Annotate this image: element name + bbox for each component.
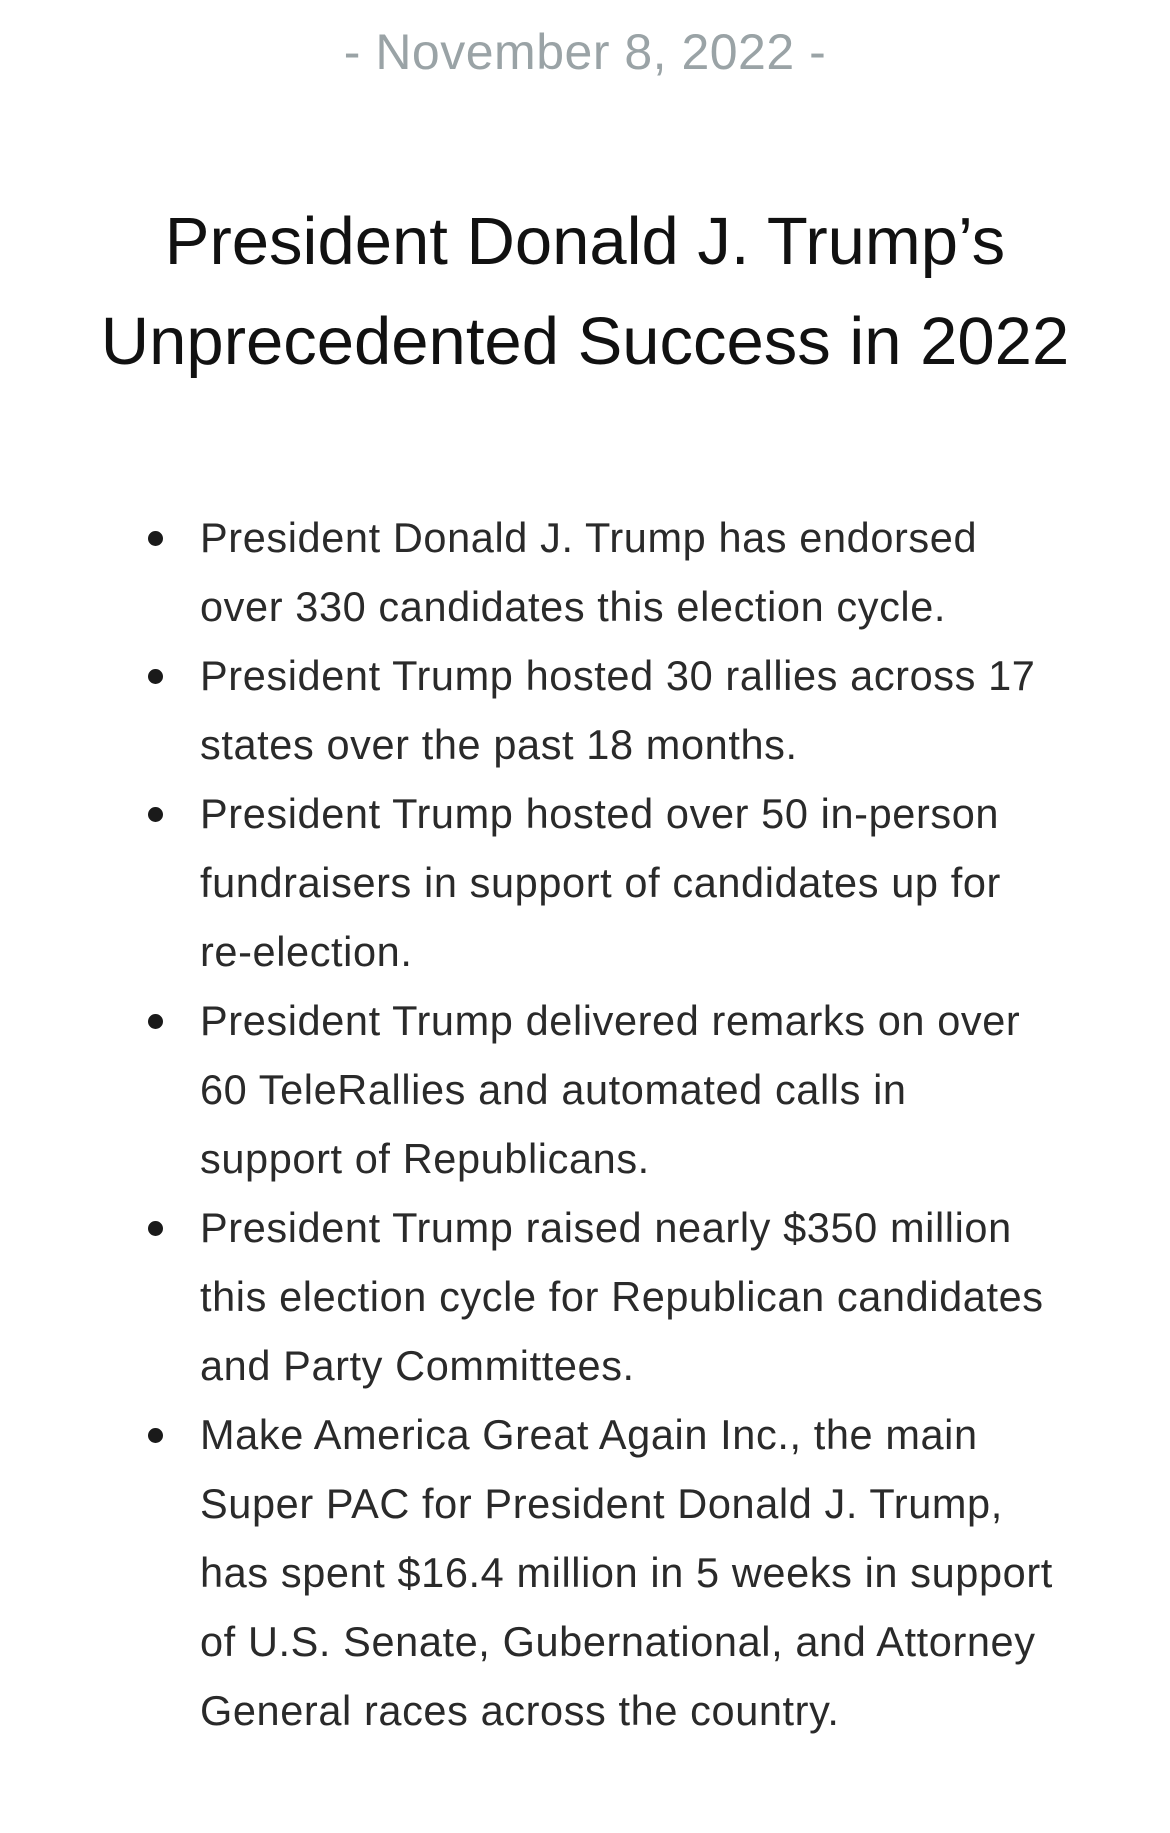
bullet-icon [148,1014,163,1029]
title-line-2: Unprecedented Success in 2022 [100,304,1070,379]
accomplishments-list [0,503,1170,1745]
bullet-line: and Party Committees. [200,1342,635,1389]
list-item [0,641,1170,779]
bullet-line: of U.S. Senate, Gubernational, and Attorney [200,1618,1036,1665]
document-title [40,192,1130,392]
list-item [0,1400,1170,1745]
bullet-line: this election cycle for Republican candidates [200,1273,1044,1320]
bullet-line: re-election. [200,928,413,975]
list-item [0,1193,1170,1400]
document-date: - November 8, 2022 - [343,24,827,80]
title-line-1: President Donald J. Trump’s [164,204,1006,279]
bullet-line: states over the past 18 months. [200,721,798,768]
bullet-line: over 330 candidates this election cycle. [200,583,947,630]
bullet-line: General races across the country. [200,1687,840,1734]
list-item [0,503,1170,641]
bullet-line: President Donald J. Trump has endorsed [200,514,978,561]
bullet-line: has spent $16.4 million in 5 weeks in support [200,1549,1053,1596]
bullet-line: President Trump hosted 30 rallies across 17 [200,652,1036,699]
bullet-icon [148,669,163,684]
bullet-line: 60 TeleRallies and automated calls in [200,1066,907,1113]
bullet-line: Super PAC for President Donald J. Trump, [200,1480,1003,1527]
bullet-icon [148,531,163,546]
bullet-line: support of Republicans. [200,1135,650,1182]
bullet-line: President Trump raised nearly $350 million [200,1204,1012,1251]
list-item [0,779,1170,986]
bullet-line: President Trump hosted over 50 in-person [200,790,1000,837]
bullet-icon [148,1221,163,1236]
bullet-line: Make America Great Again Inc., the main [200,1411,978,1458]
bullet-line: President Trump delivered remarks on over [200,997,1021,1044]
bullet-line: fundraisers in support of candidates up for [200,859,1001,906]
list-item [0,986,1170,1193]
bullet-icon [148,807,163,822]
bullet-icon [148,1428,163,1443]
